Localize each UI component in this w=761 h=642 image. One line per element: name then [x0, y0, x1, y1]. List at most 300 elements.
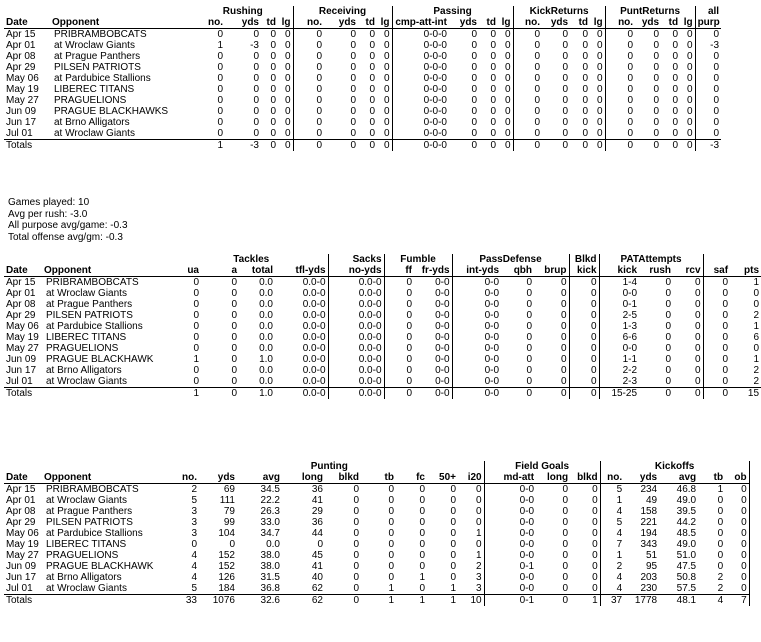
stat-value: 111: [219, 495, 235, 506]
column-header: ua: [175, 265, 201, 277]
stat-value: 0: [582, 117, 589, 128]
stat-value: 0: [278, 29, 293, 41]
stat-value: 0-0: [484, 354, 500, 365]
stat-value: 0: [278, 117, 293, 128]
stat-value: 0-0: [414, 332, 452, 343]
stat-value: 0: [388, 550, 394, 561]
stat-value: 0: [501, 388, 534, 400]
stat-value: 0: [278, 128, 293, 140]
stat-value: 0-0: [484, 365, 500, 376]
stat-value: 0: [570, 506, 600, 517]
stat-value: 37: [600, 595, 624, 607]
game-row: [4, 40, 721, 51]
stat-value: 0: [350, 95, 356, 106]
stat-value: 0: [231, 332, 237, 343]
stat-value: 1: [396, 595, 427, 607]
stat-value: 0: [316, 62, 322, 73]
stat-value: 1.0: [239, 388, 275, 400]
stat-value: 152: [218, 561, 235, 572]
stat-value: 4: [616, 583, 623, 594]
stat-value: 0: [217, 29, 223, 40]
stat-value: 0: [534, 310, 569, 321]
column-header: purp: [695, 17, 721, 29]
stat-value: 49: [646, 495, 658, 506]
stat-value: 0: [450, 539, 456, 550]
stat-value: 0: [717, 550, 724, 561]
opponent-name: PILSEN PATRIOTS: [54, 62, 141, 73]
stat-value: 47.5: [676, 561, 697, 572]
stat-value: 0.0: [259, 310, 273, 321]
game-date: Apr 29: [6, 310, 36, 321]
stat-value: 0: [201, 388, 239, 400]
stat-value: 0: [191, 539, 197, 550]
column-header: td: [661, 17, 680, 29]
stat-value: 0: [627, 128, 634, 139]
game-date: May 27: [6, 550, 39, 561]
stat-value: 0: [582, 84, 589, 95]
stat-value: 0: [590, 95, 605, 106]
stat-value: 0: [353, 561, 359, 572]
stat-value: 0: [350, 84, 356, 95]
stat-value: 0-0: [519, 517, 535, 528]
stat-value: 0: [534, 51, 541, 62]
stat-value: 0: [725, 583, 749, 595]
stat-value: 0: [753, 299, 760, 310]
stat-value: 0: [722, 343, 729, 354]
stat-value: 0: [672, 95, 679, 106]
column-header: avg: [237, 472, 282, 484]
opponent-name: at Brno Alligators: [46, 365, 122, 376]
stat-value: 0: [253, 95, 259, 106]
opponent-name: PRIBRAMBOBCATS: [46, 484, 139, 495]
game-row: [4, 484, 749, 496]
stat-value: 0: [316, 40, 322, 51]
column-header: lg: [377, 17, 392, 29]
column-header: no.: [600, 472, 624, 484]
stat-value: 0: [717, 528, 724, 539]
column-header: Date: [4, 17, 50, 29]
stat-value: 0: [562, 550, 569, 561]
stat-value: 0: [582, 29, 589, 40]
stat-value: 221: [640, 517, 658, 528]
stat-value: 0: [653, 117, 660, 128]
stat-value: 3: [191, 517, 197, 528]
stat-value: 0: [627, 73, 634, 84]
stat-value: 0: [450, 517, 456, 528]
stat-value: 0: [562, 561, 569, 572]
stat-value: 62: [311, 583, 323, 594]
opponent-name: at Pardubice Stallions: [54, 73, 151, 84]
stat-value: 0: [725, 528, 749, 539]
stat-value: 0: [406, 277, 413, 288]
stat-value: 0: [722, 376, 729, 387]
stat-value: 0: [569, 310, 599, 321]
stat-value: 0: [253, 73, 259, 84]
stat-value: 0: [570, 572, 600, 583]
stat-value: 0: [672, 128, 679, 139]
stat-value: 0: [419, 528, 425, 539]
stat-value: 0: [498, 62, 513, 73]
stat-value: 0: [358, 140, 377, 152]
table2-header-row: [4, 265, 761, 277]
stat-value: 0: [672, 117, 679, 128]
stat-value: 0: [458, 506, 484, 517]
opponent-name: at Prague Panthers: [54, 51, 141, 62]
game-date: May 06: [6, 321, 39, 332]
stat-value: 0: [449, 140, 479, 152]
stat-value: 0: [534, 128, 541, 139]
game-date: Apr 29: [6, 62, 36, 73]
stat-value: 0: [627, 106, 634, 117]
stat-value: -3: [225, 140, 261, 152]
stat-value: 0: [673, 354, 703, 365]
stat-value: 234: [640, 484, 658, 495]
totals-label: Totals: [4, 140, 50, 152]
stat-value: 0: [293, 140, 324, 152]
stat-value: 0.0-0: [275, 277, 328, 289]
stat-value: 0: [270, 117, 276, 128]
stat-value: 0.0: [259, 299, 273, 310]
stat-value: 0: [672, 73, 679, 84]
stat-value: 0: [217, 128, 223, 139]
opponent-name: at Wroclaw Giants: [54, 40, 135, 51]
stat-value: 0: [570, 528, 600, 539]
stat-value: 0: [673, 321, 703, 332]
stat-value: 1: [616, 550, 623, 561]
stat-value: 0: [582, 51, 589, 62]
game-date: Apr 15: [6, 29, 36, 40]
group-receiving: Receiving: [293, 6, 392, 17]
stat-value: 0: [471, 128, 477, 139]
game-row: [4, 62, 721, 73]
stat-value: 0: [562, 506, 569, 517]
stat-value: 38.0: [260, 550, 280, 561]
stat-value: 0.0-0: [328, 365, 384, 376]
game-row: [4, 539, 749, 550]
kicking-table: [4, 461, 750, 606]
stat-value: 0-0: [414, 310, 452, 321]
game-row: [4, 572, 749, 583]
column-header: rcv: [673, 265, 703, 277]
stat-value: 0.0-0: [275, 343, 328, 354]
stat-value: 0: [278, 73, 293, 84]
column-header: yds: [542, 17, 570, 29]
stat-value: 26.3: [260, 506, 280, 517]
stat-value: 0: [450, 484, 456, 495]
stat-value: 2: [191, 484, 197, 495]
stat-value: 7: [725, 595, 749, 607]
stat-value: 0: [526, 365, 533, 376]
stat-value: 0: [722, 354, 729, 365]
group-patattempts: PATAttempts: [599, 254, 703, 265]
stat-value: 0: [673, 288, 703, 299]
stat-value: 0-0: [484, 376, 500, 387]
stat-value: 0.0-0: [328, 277, 384, 289]
stat-value: 0: [316, 29, 322, 40]
stat-value: 44.2: [676, 517, 697, 528]
game-date: Jun 17: [6, 365, 37, 376]
stat-value: 0: [569, 354, 599, 365]
table3-group-row: [4, 461, 749, 472]
stat-value: 5: [191, 495, 197, 506]
stat-value: 0: [217, 62, 223, 73]
column-header: lg: [680, 17, 695, 29]
stat-value: 0: [471, 51, 477, 62]
stat-value: 0: [217, 106, 223, 117]
stat-value: 0: [369, 95, 375, 106]
stat-value: 0: [534, 95, 541, 106]
stat-value: 0: [672, 84, 679, 95]
opponent-name: PRAGUE BLACKHAWKS: [54, 106, 169, 117]
stat-value: 0: [450, 528, 456, 539]
stat-value: 1: [193, 140, 225, 152]
stat-value: 158: [640, 506, 658, 517]
stat-value: 0: [582, 128, 589, 139]
stat-value: 0: [498, 29, 513, 41]
stat-value: 0: [193, 365, 199, 376]
stat-value: 194: [640, 528, 658, 539]
stat-value: 0: [673, 310, 703, 321]
column-header: brup: [534, 265, 569, 277]
stat-value: 0: [193, 332, 199, 343]
stat-value: 2: [717, 572, 724, 583]
table1-group-row: [4, 6, 721, 17]
stat-value: -3: [695, 140, 721, 152]
stat-value: 0: [369, 117, 375, 128]
stat-value: 0-0-0: [423, 117, 447, 128]
game-row: [4, 332, 761, 343]
stat-value: 0: [590, 51, 605, 62]
stat-value: 0: [673, 332, 703, 343]
stat-value: 0: [369, 51, 375, 62]
stat-value: 0: [534, 106, 541, 117]
stat-value: 0: [680, 128, 695, 140]
stat-value: 0: [253, 62, 259, 73]
game-date: Jun 09: [6, 106, 37, 117]
stat-value: 0: [471, 40, 477, 51]
game-date: Jun 09: [6, 354, 37, 365]
stat-value: 0: [653, 95, 660, 106]
stat-value: 0: [270, 40, 276, 51]
stat-value: 0: [665, 343, 672, 354]
stat-value: 0: [680, 73, 695, 84]
column-header: yds: [199, 472, 237, 484]
stat-value: 0: [673, 343, 703, 354]
stat-value: 0: [680, 62, 695, 73]
stat-value: 1: [193, 354, 199, 365]
game-row: [4, 128, 721, 140]
stat-value: 0: [316, 117, 322, 128]
stat-value: 0: [590, 106, 605, 117]
totals-label: Totals: [4, 388, 42, 400]
column-header: 50+: [427, 472, 458, 484]
stat-value: 0: [498, 40, 513, 51]
stat-value: 36: [311, 484, 323, 495]
stat-value: 0: [388, 561, 394, 572]
stat-value: 0: [627, 95, 634, 106]
stat-value: 0: [653, 29, 660, 40]
column-header: avg: [659, 472, 698, 484]
stat-value: 0: [653, 62, 660, 73]
stat-value: 0: [590, 117, 605, 128]
stat-value: 6: [753, 332, 760, 343]
game-row: [4, 354, 761, 365]
stat-value: 230: [640, 583, 658, 594]
stat-value: 0-0: [414, 288, 452, 299]
stat-value: 0: [278, 51, 293, 62]
opponent-name: at Brno Alligators: [46, 572, 122, 583]
stat-value: 0: [231, 343, 237, 354]
stat-value: 0: [680, 95, 695, 106]
stat-value: 1: [570, 595, 600, 607]
stat-value: 1: [616, 495, 623, 506]
stat-value: 0.0: [259, 321, 273, 332]
stat-value: 0: [562, 583, 569, 594]
stat-value: 69: [223, 484, 235, 495]
stat-value: 0: [450, 495, 456, 506]
stat-value: 0: [419, 539, 425, 550]
stat-value: 5: [191, 583, 197, 594]
stat-value: 34.5: [260, 484, 280, 495]
stat-value: 0.0-0: [328, 354, 384, 365]
stat-value: 0: [562, 539, 569, 550]
stat-value: 1-3: [622, 321, 638, 332]
stat-value: 0: [498, 73, 513, 84]
column-header: yds: [225, 17, 261, 29]
stat-value: 0: [419, 583, 425, 594]
table3-totals-row: [4, 595, 749, 607]
stat-value: 0-0-0: [423, 128, 447, 139]
stat-value: 0: [722, 365, 729, 376]
stat-value: 0: [490, 128, 496, 139]
stat-value: 0-0: [519, 484, 535, 495]
column-header: lg: [278, 17, 293, 29]
stat-value: 0: [672, 29, 679, 40]
totals-label: Totals: [4, 595, 42, 607]
stat-value: 0-0: [414, 277, 452, 289]
stat-value: 0: [490, 106, 496, 117]
opponent-name: at Wroclaw Giants: [54, 128, 135, 139]
stat-value: 3: [191, 506, 197, 517]
stat-value: 0: [722, 310, 729, 321]
stat-value: 0: [498, 84, 513, 95]
stat-value: 0: [278, 40, 293, 51]
game-row: [4, 517, 749, 528]
stat-value: 0-0-0: [423, 62, 447, 73]
column-header: saf: [703, 265, 730, 277]
stat-value: 0: [673, 365, 703, 376]
column-header: yds: [324, 17, 358, 29]
stat-value: 0: [717, 539, 724, 550]
stat-value: 0: [490, 29, 496, 40]
stat-value: 0: [350, 128, 356, 139]
stat-value: 1778: [624, 595, 659, 607]
stat-value: 0: [316, 106, 322, 117]
stat-value: 0: [665, 310, 672, 321]
stat-value: 49.0: [676, 539, 697, 550]
stat-value: 0: [534, 40, 541, 51]
stat-value: 0: [526, 354, 533, 365]
stat-value: 62: [282, 595, 325, 607]
stat-value: 0-0: [519, 539, 535, 550]
stat-value: 0: [498, 106, 513, 117]
stat-value: 15-25: [599, 388, 639, 400]
game-date: May 06: [6, 73, 39, 84]
opponent-name: PRAGUE BLACKHAWK: [46, 561, 154, 572]
stat-value: 0: [569, 321, 599, 332]
column-header: kick: [599, 265, 639, 277]
stat-value: 0-0-0: [423, 106, 447, 117]
group-passing: Passing: [392, 6, 513, 17]
opponent-name: PILSEN PATRIOTS: [46, 310, 133, 321]
stat-value: 0: [231, 288, 237, 299]
stat-value: 0: [270, 73, 276, 84]
stat-value: 0: [388, 539, 394, 550]
stat-value: 1: [450, 583, 456, 594]
stat-value: 0: [316, 73, 322, 84]
stat-value: 33.0: [260, 517, 280, 528]
stat-value: 0.0-0: [275, 354, 328, 365]
stat-value: 0: [680, 29, 695, 41]
game-row: [4, 277, 761, 289]
stat-value: 36: [311, 517, 323, 528]
stat-value: 0: [665, 354, 672, 365]
stat-value: 0: [582, 40, 589, 51]
stat-value: 41: [311, 561, 323, 572]
stat-value: 0.0-0: [275, 288, 328, 299]
group-field-goals: Field Goals: [484, 461, 600, 472]
stat-value: 0: [471, 29, 477, 40]
stat-value: 0: [406, 332, 413, 343]
stat-value: 0: [680, 84, 695, 95]
stat-value: 0: [680, 140, 695, 152]
stat-value: 0: [388, 484, 394, 495]
stat-value: 0: [665, 321, 672, 332]
stat-value: 0: [722, 332, 729, 343]
stat-value: 0: [534, 73, 541, 84]
stat-value: 1: [753, 321, 760, 332]
stat-value: 0: [582, 73, 589, 84]
game-date: Apr 01: [6, 288, 36, 299]
column-header: no.: [193, 17, 225, 29]
column-header: yds: [449, 17, 479, 29]
stat-value: 0: [419, 550, 425, 561]
stat-value: 0: [673, 376, 703, 388]
stat-value: 5: [616, 517, 623, 528]
stat-value: 0: [450, 572, 456, 583]
group-all: all: [707, 6, 720, 17]
stat-value: 0: [458, 484, 484, 496]
game-row: [4, 288, 761, 299]
stat-value: 0: [562, 495, 569, 506]
stat-value: 0: [536, 595, 570, 607]
stat-value: 0: [498, 95, 513, 106]
column-header: md-att: [484, 472, 536, 484]
stat-value: 0: [605, 140, 635, 152]
stat-value: 3: [458, 583, 484, 595]
stat-value: 0: [353, 583, 359, 594]
stat-value: 0: [231, 376, 237, 387]
stat-value: 0.0-0: [275, 376, 328, 388]
group-tackles: Tackles: [175, 254, 328, 265]
opponent-name: LIBEREC TITANS: [46, 332, 127, 343]
stat-value: 0: [627, 84, 634, 95]
stat-value: 31.5: [260, 572, 280, 583]
column-header: no.: [293, 17, 324, 29]
column-header: td: [358, 17, 377, 29]
stat-value: -3: [710, 40, 720, 51]
stat-value: 0: [419, 484, 425, 495]
